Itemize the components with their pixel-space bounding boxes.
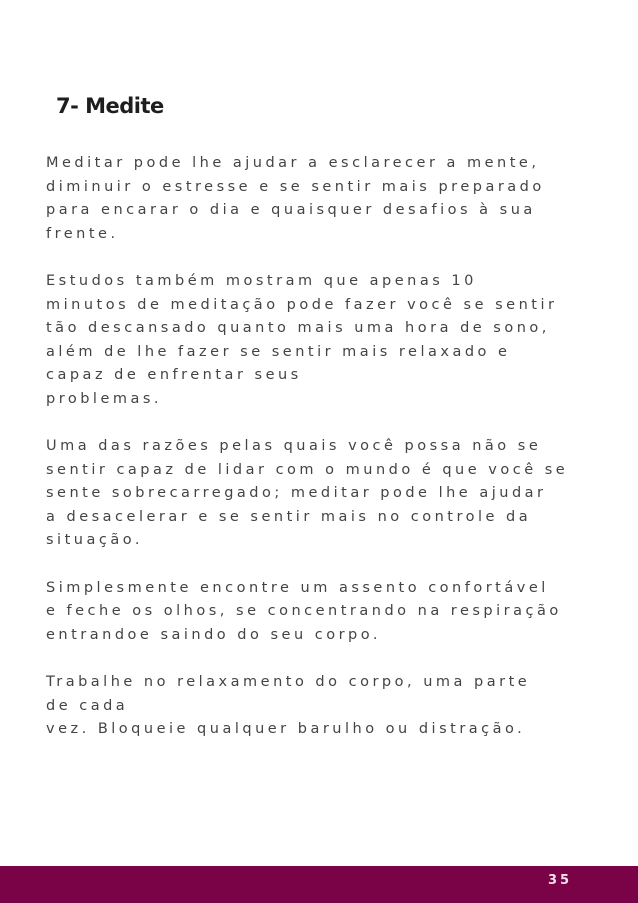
page-title: 7- Medite (56, 94, 164, 118)
paragraph-3: Uma das razões pelas quais você possa não se sentir capaz de lidar com o mundo é que você se sente sobrecarregado; meditar pode lhe ajudar a desacelerar e se sentir mais no controle da situação. (46, 438, 569, 548)
paragraph-1: Meditar pode lhe ajudar a esclarecer a mente, diminuir o estresse e se sentir mais preparado para encarar o dia e quaisquer desafios à sua frente. (46, 155, 545, 242)
page-number: 35 (548, 873, 573, 888)
paragraph-2: Estudos também mostram que apenas 10 minutos de meditação pode fazer você se sentir tão descansado quanto mais uma hora de sono, além de lhe fazer se sentir mais relaxado e capaz de enfrentar seus problemas. (46, 273, 558, 407)
paragraph-4: Simplesmente encontre um assento confortável e feche os olhos, se concentrando na respiração entrandoe saindo do seu corpo. (46, 579, 562, 643)
body-text (46, 152, 606, 766)
paragraph-5: Trabalhe no relaxamento do corpo, uma parte de cada vez. Bloqueie qualquer barulho ou distração. (46, 674, 531, 737)
footer-bar (0, 866, 638, 903)
